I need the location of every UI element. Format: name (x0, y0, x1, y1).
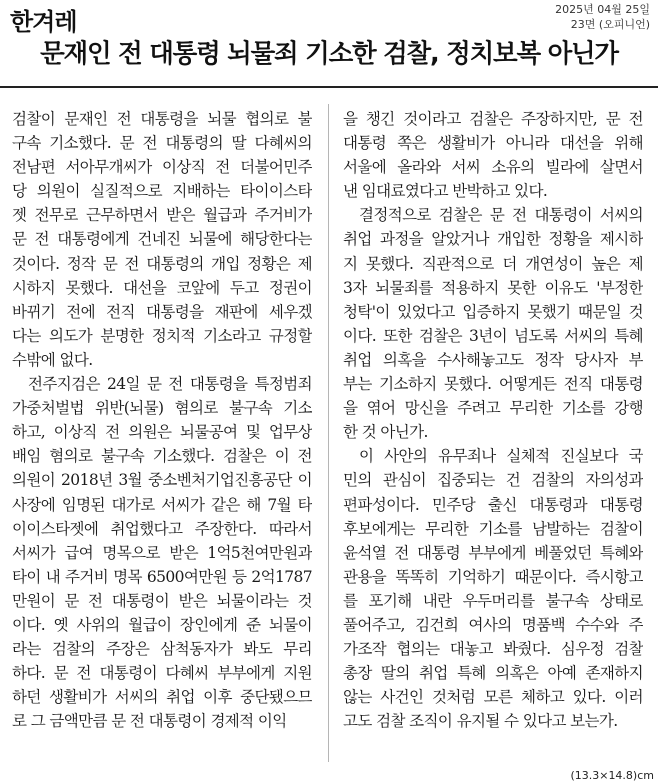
article-text-line: 배임 혐의로 불구속 기소했다. 검찰은 이 전 (12, 447, 312, 466)
article-headline: 문재인 전 대통령 뇌물죄 기소한 검찰, 정치보복 아닌가 (40, 39, 618, 69)
article-text-line: 부는 기소하지 못했다. 어떻게든 전직 대통령 (343, 375, 643, 394)
article-text-line: 민의 관심이 집중되는 건 검찰의 자의성과 (343, 471, 643, 490)
article-text-line: 청탁'이 있었다고 입증하지 못했기 때문일 것 (343, 302, 643, 321)
article-text-line: 대통령 쪽은 생활비가 아니라 대선을 위해 (343, 134, 643, 153)
article-text-line: 관용을 똑똑히 기억하기 때문이다. 즉시항고 (343, 567, 643, 586)
article-text-line: 가조작 협의는 대놓고 봐줬다. 심우정 검찰 (343, 640, 643, 659)
article-text-line: 젯 전무로 근무하면서 받은 월급과 주거비가 (12, 206, 312, 225)
article-text-line: 취업 의혹을 수사해놓고도 정작 당사자 부 (343, 350, 643, 369)
article-text-line: 편파성이다. 민주당 출신 대통령과 대통령 (343, 495, 643, 514)
article-text-line: 한 것 아닌가. (343, 423, 428, 442)
article-text-line: 결정적으로 검찰은 문 전 대통령이 서씨의 (359, 206, 643, 225)
article-column-right (343, 107, 643, 733)
article-text-line: 구속 기소했다. 문 전 대통령의 딸 다혜씨의 (12, 134, 312, 153)
article-text-line: 하던 생활비가 서씨의 취업 이후 중단됐으므 (12, 688, 312, 707)
article-text-line: 전남편 서아무개씨가 이상직 전 더불어민주 (12, 158, 312, 177)
article-text-line: 수밖에 없다. (12, 350, 93, 369)
article-text-line: 않는 사건인 것처럼 모른 체하고 있다. 이러 (343, 688, 643, 707)
publication-date: 2025년 04월 25일 (555, 3, 650, 16)
headline-rule (0, 86, 658, 88)
article-text-line: 시하지 못했다. 대선을 코앞에 두고 정권이 (12, 278, 312, 297)
article-text-line: 하고, 이상직 전 의원은 뇌물공여 및 업무상 (12, 423, 312, 442)
article-text-line: 3자 뇌물죄를 적용하지 못한 이유도 '부정한 (343, 278, 643, 297)
article-text-line: 후보에게는 무리한 기소를 남발하는 검찰이 (343, 519, 643, 538)
article-text-line: 풀어주고, 김건희 여사의 명품백 수수와 주 (343, 615, 643, 634)
article-text-line: 의원이 2018년 3월 중소벤처기업진흥공단 이 (12, 471, 312, 490)
article-text-line: 라는 검찰의 주장은 삼척동자가 봐도 무리 (12, 640, 312, 659)
article-text-line: 이이스타젯에 취업했다고 주장한다. 따라서 (12, 519, 312, 538)
article-text-line: 취업 과정을 알았거나 개입한 정황을 제시하 (343, 230, 643, 249)
article-text-line: 만원이 문 전 대통령이 받은 뇌물이라는 것 (12, 591, 312, 610)
publication-meta (555, 2, 650, 32)
article-text-line: 하다. 문 전 대통령이 다혜씨 부부에게 지원 (12, 664, 312, 683)
article-text-line: 을 챙긴 것이라고 검찰은 주장하지만, 문 전 (343, 110, 643, 128)
article-text-line: 윤석열 전 대통령 부부에게 베풀었던 특혜와 (343, 543, 643, 562)
article-text-line: 를 포기해 내란 우두머리를 불구속 상태로 (343, 591, 643, 610)
article-text-line: 바뀌기 전에 전직 대통령을 재판에 세우겠 (12, 302, 312, 321)
article-column-left (12, 107, 312, 733)
article-text-line: 고도 검찰 조직이 유지될 수 있다고 보는가. (343, 712, 618, 731)
article-text-line: 이다. 또한 검찰은 3년이 넘도록 서씨의 특혜 (343, 326, 643, 345)
article-size-note: (13.3×14.8)cm (570, 769, 654, 782)
article-text-line: 검찰이 문재인 전 대통령을 뇌물 협의로 불 (12, 110, 312, 128)
article-text-line: 전주지검은 24일 문 전 대통령을 특정범죄 (28, 375, 312, 394)
article-text-line: 지 못했다. 직관적으로 더 개연성이 높은 제 (343, 254, 643, 273)
article-text-line: 이 사안의 유무죄나 실체적 진실보다 국 (359, 447, 643, 466)
article-text-line: 총장 딸의 취업 특혜 의혹은 아예 존재하지 (343, 664, 643, 683)
article-text-line: 이다. 옛 사위의 월급이 장인에게 준 뇌물이 (12, 615, 312, 634)
article-text-line: 가중처벌법 위반(뇌물) 혐의로 불구속 기소 (12, 399, 312, 418)
article-text-line: 서울에 올라와 서씨 소유의 빌라에 살면서 (343, 158, 643, 177)
article-text-line: 낸 임대료였다고 반박하고 있다. (343, 182, 548, 201)
page-section: 23면 (오피니언) (570, 18, 650, 31)
article-text-line: 문 전 대통령에게 건네진 뇌물에 해당한다는 (12, 230, 312, 249)
newspaper-logo: 한겨레 (10, 8, 77, 36)
article-text-line: 사장에 임명된 대가로 서씨가 같은 해 7월 타 (12, 495, 312, 514)
article-text-line: 당 의원이 실질적으로 지배하는 타이이스타 (12, 182, 312, 201)
article-text-line: 다는 의도가 분명한 정치적 기소라고 규정할 (12, 326, 312, 345)
article-text-line: 로 그 금액만큼 문 전 대통령이 경제적 이익 (12, 712, 287, 731)
article-text-line: 타이 내 주거비 명목 6500여만원 등 2억1787 (12, 567, 312, 586)
article-text-line: 을 엮어 망신을 주려고 무리한 기소를 강행 (343, 399, 643, 418)
masthead (0, 0, 658, 34)
article-text-line: 서씨가 급여 명목으로 받은 1억5천여만원과 (12, 543, 312, 562)
article-text-line: 것이다. 정작 문 전 대통령의 개입 정황은 제 (12, 254, 312, 273)
column-divider (328, 104, 329, 762)
